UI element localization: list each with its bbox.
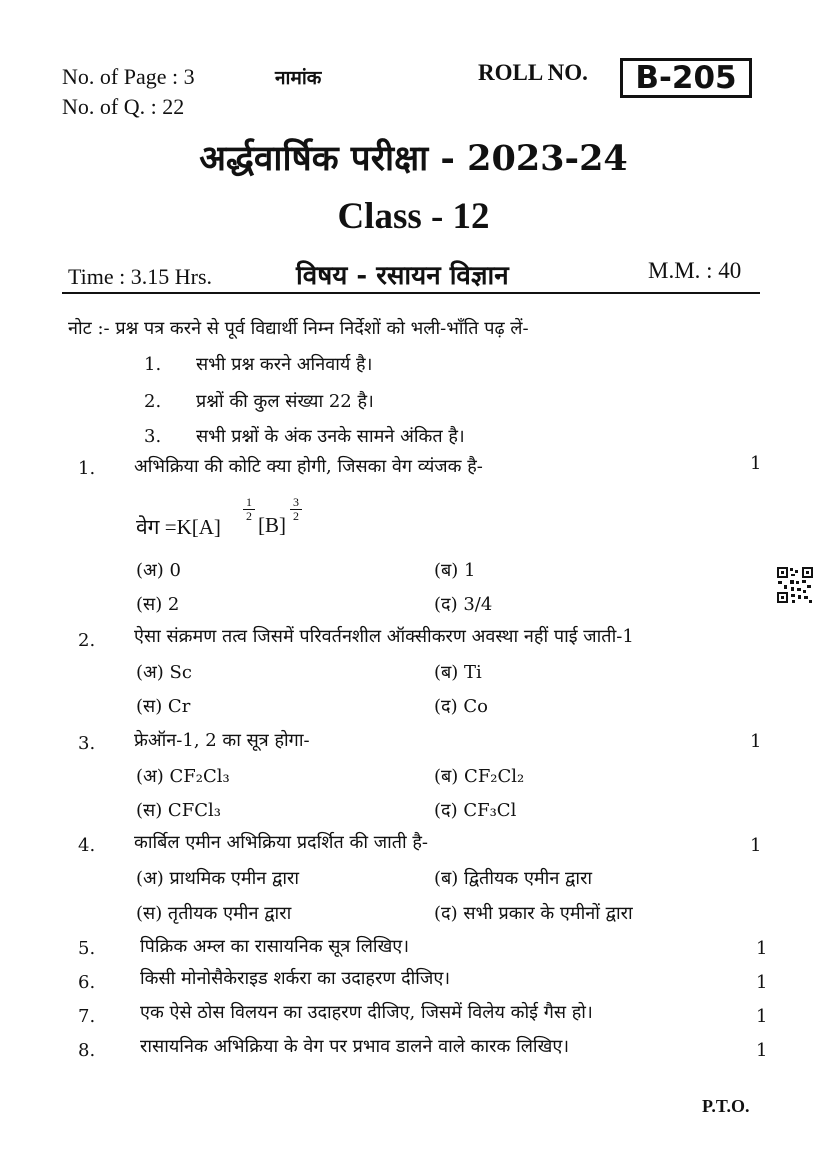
question-number: 6. bbox=[78, 972, 96, 993]
question-text: किसी मोनोसैकेराइड शर्करा का उदाहरण दीजिए। bbox=[140, 968, 451, 989]
question-number: 8. bbox=[78, 1040, 96, 1061]
note-intro: नोट :- प्रश्न पत्र करने से पूर्व विद्यार्थी निम्न निर्देशों को भली-भाँति पढ़ लें- bbox=[68, 318, 529, 339]
question-marks: 1 bbox=[756, 1040, 768, 1061]
option: (स) Cr bbox=[136, 696, 191, 717]
header-divider bbox=[62, 292, 760, 294]
page-turn-note: P.T.O. bbox=[702, 1096, 750, 1116]
option: (द) CF₃Cl bbox=[434, 800, 517, 821]
exponent-denominator: 2 bbox=[243, 509, 255, 523]
question-number: 4. bbox=[78, 835, 96, 856]
question-number: 1. bbox=[78, 458, 96, 479]
option: (स) 2 bbox=[136, 594, 180, 615]
note-item-number: 3. bbox=[144, 426, 162, 447]
subject-title: विषय - रसायन विज्ञान bbox=[296, 261, 509, 291]
roll-number-label: ROLL NO. bbox=[478, 60, 588, 85]
option: (ब) CF₂Cl₂ bbox=[434, 766, 525, 787]
naamank-label: नामांक bbox=[275, 67, 322, 89]
question-text: रासायनिक अभिक्रिया के वेग पर प्रभाव डालने वाले कारक लिखिए। bbox=[140, 1036, 570, 1057]
question-text: अभिक्रिया की कोटि क्या होगी, जिसका वेग व्यंजक है- bbox=[134, 456, 483, 477]
note-item-text: प्रश्नों की कुल संख्या 22 है। bbox=[196, 391, 374, 412]
question-text: कार्बिल एमीन अभिक्रिया प्रदर्शित की जाती है- bbox=[134, 832, 429, 853]
note-item-number: 1. bbox=[144, 354, 162, 375]
question-marks: 1 bbox=[750, 453, 762, 474]
option: (स) CFCl₃ bbox=[136, 800, 221, 821]
exponent-fraction bbox=[243, 496, 255, 523]
page-count: No. of Page : 3 bbox=[62, 64, 195, 89]
exponent-numerator: 3 bbox=[293, 495, 299, 509]
question-text: एक ऐसे ठोस विलयन का उदाहरण दीजिए, जिसमें विलेय कोई गैस हो। bbox=[140, 1002, 593, 1023]
question-number: 5. bbox=[78, 938, 96, 959]
question-marks: 1 bbox=[756, 938, 768, 959]
option: (ब) Ti bbox=[434, 662, 482, 683]
note-item-text: सभी प्रश्न करने अनिवार्य है। bbox=[196, 354, 373, 375]
question-text: ऐसा संक्रमण तत्व जिसमें परिवर्तनशील ऑक्सीकरण अवस्था नहीं पाई जाती-1 bbox=[134, 626, 634, 647]
question-marks: 1 bbox=[750, 731, 762, 752]
option: (अ) 0 bbox=[136, 560, 181, 581]
exponent-fraction bbox=[290, 496, 302, 523]
option: (अ) CF₂Cl₃ bbox=[136, 766, 230, 787]
note-item-text: सभी प्रश्नों के अंक उनके सामने अंकित है। bbox=[196, 426, 465, 447]
time-allowed: Time : 3.15 Hrs. bbox=[68, 264, 213, 289]
question-marks: 1 bbox=[756, 1006, 768, 1027]
question-text: फ्रेऑन-1, 2 का सूत्र होगा- bbox=[134, 730, 310, 751]
rate-b-term: [B] bbox=[258, 513, 286, 537]
option: (द) Co bbox=[434, 696, 488, 717]
max-marks: M.M. : 40 bbox=[648, 258, 742, 283]
option: (अ) Sc bbox=[136, 662, 192, 683]
note-item-number: 2. bbox=[144, 391, 162, 412]
option: (द) सभी प्रकार के एमीनों द्वारा bbox=[434, 903, 633, 924]
exponent-denominator: 2 bbox=[290, 509, 302, 523]
question-text: पिक्रिक अम्ल का रासायनिक सूत्र लिखिए। bbox=[140, 936, 410, 957]
roll-number-box: B-205 bbox=[620, 58, 752, 98]
exam-title: अर्द्धवार्षिक परीक्षा - 2023-24 bbox=[199, 138, 628, 179]
class-title: Class - 12 bbox=[337, 196, 490, 237]
question-number: 3. bbox=[78, 733, 96, 754]
option: (अ) प्राथमिक एमीन द्वारा bbox=[136, 868, 300, 889]
option: (ब) द्वितीयक एमीन द्वारा bbox=[434, 868, 593, 889]
rate-prefix: वेग =K[A] bbox=[136, 515, 221, 539]
exponent-numerator: 1 bbox=[246, 495, 252, 509]
question-marks: 1 bbox=[756, 972, 768, 993]
option: (स) तृतीयक एमीन द्वारा bbox=[136, 903, 292, 924]
question-number: 2. bbox=[78, 630, 96, 651]
question-count: No. of Q. : 22 bbox=[62, 94, 185, 119]
question-marks: 1 bbox=[750, 835, 762, 856]
option: (द) 3/4 bbox=[434, 594, 493, 615]
qr-code-icon bbox=[776, 566, 814, 604]
question-number: 7. bbox=[78, 1006, 96, 1027]
option: (ब) 1 bbox=[434, 560, 476, 581]
